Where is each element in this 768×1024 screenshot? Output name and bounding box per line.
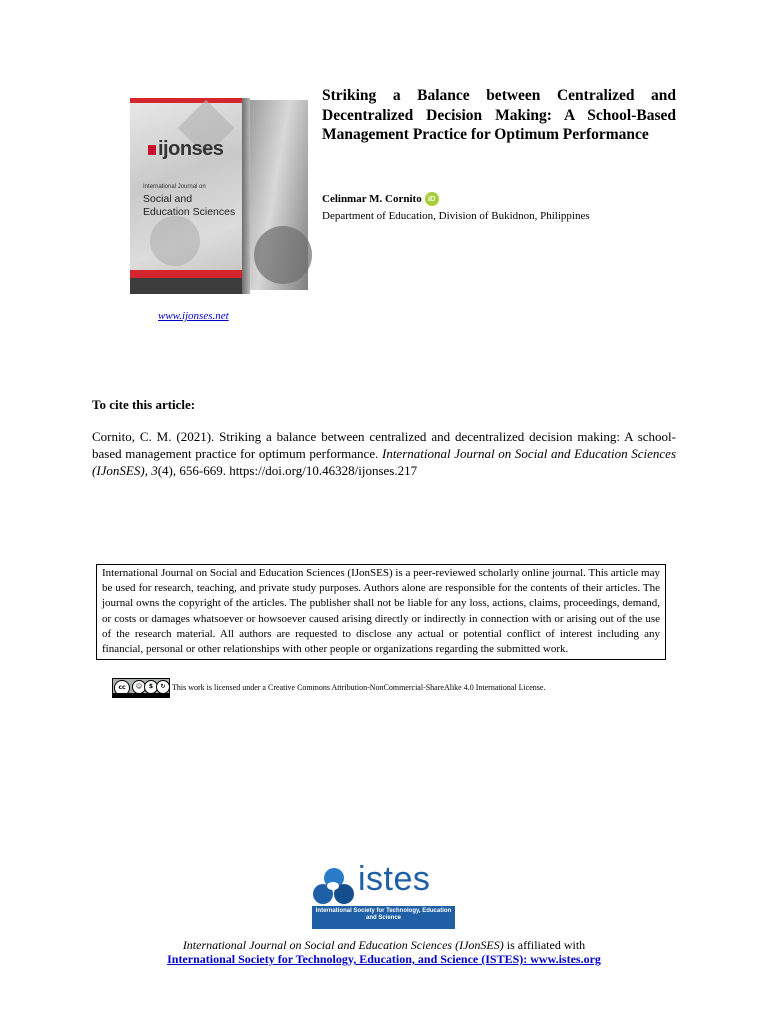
nc-icon: $ — [144, 680, 158, 694]
journal-cover-image — [130, 98, 310, 294]
cover-decoration — [254, 226, 312, 284]
journal-url-link[interactable]: www.ijonses.net — [158, 310, 229, 322]
cc-license-badge-icon[interactable] — [112, 678, 170, 698]
cover-logo-text: ijonses — [158, 138, 224, 160]
istes-subtext: International Society for Technology, Education and Science — [312, 906, 455, 929]
badge-strip — [113, 693, 169, 697]
istes-center-icon — [327, 882, 339, 890]
cover-journal-logo — [148, 138, 223, 161]
license-text: This work is licensed under a Creative Commons Attribution-NonCommercial-ShareAlike 4.0 International License. — [172, 682, 546, 692]
article-title: Striking a Balance between Centralized and Decentralized Decision Making: A School-Based Management Practice for Optimum Performance — [322, 87, 676, 144]
affiliation-suffix: is affiliated with — [503, 938, 586, 952]
by-icon: ☺ — [132, 680, 146, 694]
citation-part1: Cornito, C. M. (2021). Striking a balance between centralized and decentralized decision making: A school-based management practice for optimum performance. — [92, 429, 676, 461]
cover-front — [130, 98, 242, 294]
istes-logo — [312, 860, 457, 930]
author-row — [322, 192, 439, 206]
journal-notice-box: International Journal on Social and Education Sciences (IJonSES) is a peer-reviewed scholarly online journal. This article may be used for research, teaching, and private study purposes. Authors alone are responsible for the contents of their articles. The journal owns the copyright of the articles. The publisher shall not be liable for any loss, actions, claims, proceedings, demand, or costs or damages whatsoever or howsoever caused arising directly or indirectly in connection with or arising out of the use of the research material. All authors are requested to disclose any actual or potential conflict of interest including any financial, personal or other relationships with other people or organizations regarding the submitted work. — [96, 564, 666, 660]
logo-mark-icon — [148, 145, 156, 155]
istes-link[interactable]: International Society for Technology, Education, and Science (ISTES): www.istes.org — [167, 952, 601, 966]
cover-journal-name: Social and Education Sciences — [143, 193, 236, 218]
affiliation-statement — [0, 938, 768, 953]
istes-link-row — [0, 952, 768, 967]
citation-heading: To cite this article: — [92, 397, 196, 412]
cover-red-band — [130, 98, 242, 103]
cover-dark-band — [130, 278, 242, 294]
affiliation-journal: International Journal on Social and Education Sciences (IJonSES) — [182, 938, 504, 952]
istes-wordmark: istes — [358, 860, 431, 898]
cover-red-band — [130, 270, 242, 278]
sa-icon: ↻ — [156, 680, 170, 694]
citation-text — [92, 428, 676, 479]
author-affiliation: Department of Education, Division of Bukidnon, Philippines — [322, 210, 590, 222]
citation-journal: International Journal on Social and Education Sciences (IJonSES), 3 — [92, 446, 676, 478]
cc-icon: cc — [114, 680, 130, 696]
orcid-icon[interactable]: iD — [425, 192, 439, 206]
cover-subtitle: International Journal on — [143, 184, 206, 190]
author-name: Celinmar M. Cornito — [322, 193, 422, 205]
license-row — [112, 678, 545, 698]
cover-decoration — [150, 216, 200, 266]
citation-issue: (4), 656-669. https://doi.org/10.46328/ijonses.217 — [157, 463, 418, 478]
